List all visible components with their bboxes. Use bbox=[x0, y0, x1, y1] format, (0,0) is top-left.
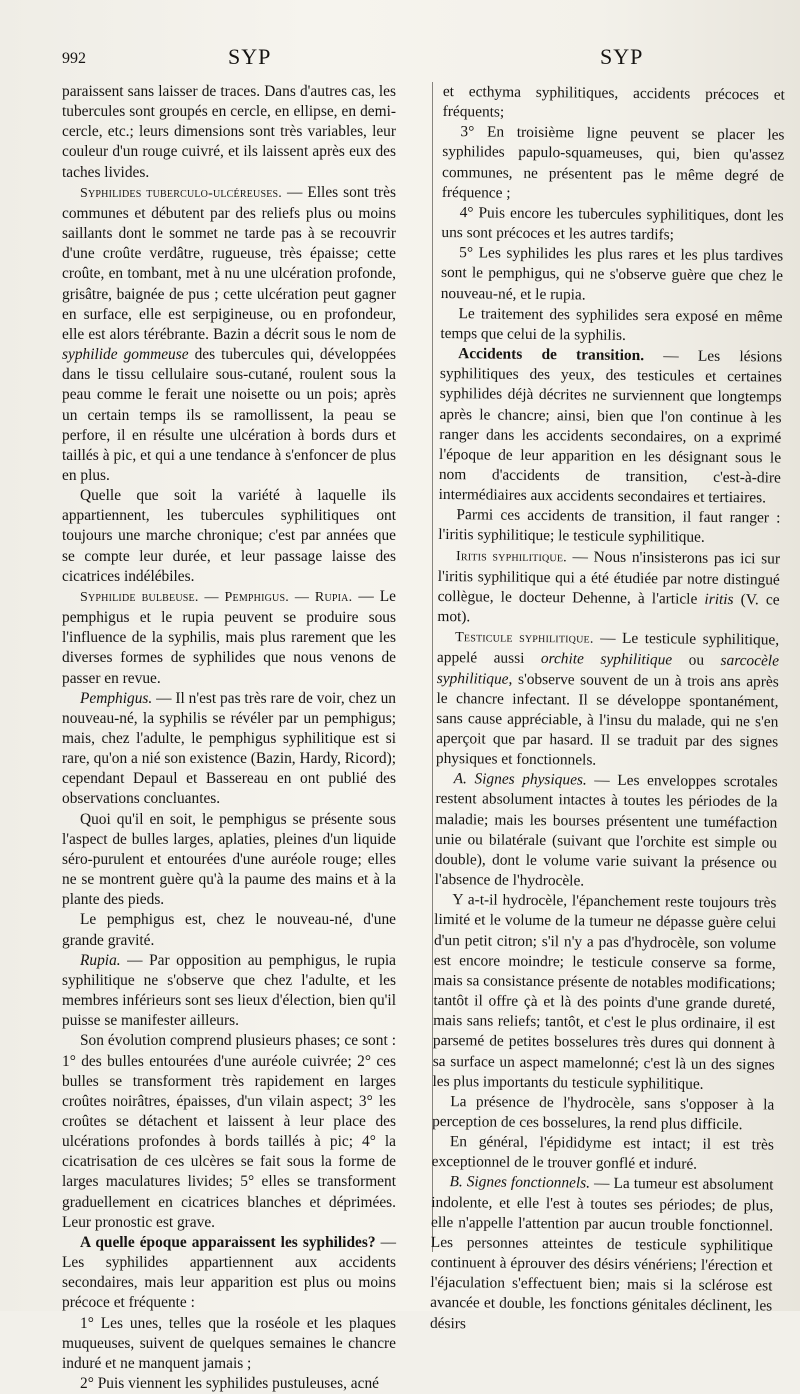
paragraph bbox=[430, 1172, 774, 1337]
paragraph bbox=[62, 689, 396, 810]
paragraph: Quoi qu'il en soit, le pemphigus se présente sous l'aspect de bulles larges, aplaties, pleines d'un liquide séro-purulent et entourées d'une auréole rouge; elles ne se montrent guère qu'à la paume des mains et à la plante des pieds. bbox=[62, 810, 396, 909]
term: sarcocèle syphilitique bbox=[436, 652, 780, 688]
paragraph: Le traitement des syphilides sera exposé en même temps que celui de la syphilis. bbox=[440, 304, 783, 344]
paragraph: 1° Les unes, telles que la roséole et les plaques muqueuses, suivent de quelques semaines le chancre induré et ne manquent jamais ; bbox=[62, 1314, 396, 1372]
running-head-right: SYP bbox=[600, 44, 644, 69]
section-heading: A quelle époque apparaissent les syphilides? bbox=[80, 1233, 376, 1251]
paragraph-text: — Le pemphigus et le rupia peuvent se produire sous l'influence de la syphilis, mais plus rarement que les diverses formes de syphilides que nous venons de passer en revue. bbox=[62, 587, 396, 687]
paragraph: Parmi ces accidents de transition, il faut ranger : l'iritis syphilitique; le testicule syphilitique. bbox=[438, 506, 781, 547]
subsection-heading: Pemphigus. bbox=[80, 689, 153, 707]
right-column bbox=[429, 82, 785, 1332]
section-heading: Syphilides tuberculo-ulcéreuses. bbox=[80, 185, 282, 201]
paragraph: Son évolution comprend plusieurs phases; ce sont : 1° des bulles entourées d'une auréole cuivrée; 2° ces bulles se transforment très rapidement en larges croûtes noirâtres, épaisses, d'un vilain aspect; 3° les croûtes se détachent et laissent à leur place des ulcérations profondes à bords taillés à pic; 4° la cicatrisation de ces ulcères se fait sous la forme de larges maculatures livides; 5° elles se transforment graduellement en cicatrices blanches et déprimées. Leur pronostic est grave. bbox=[62, 1032, 396, 1231]
paragraph-text: des tubercules qui, développées dans le tissu cellulaire sous-cutané, roulent sous la peau comme le ferait une noisette ou un pois; après un certain temps ils se ramollissent, la peau se perfore, il en résulte une ulcération à bords durs et taillés à pic, et qui a une tendance à s'enfoncer de plus en plus. bbox=[62, 346, 396, 484]
paragraph bbox=[439, 344, 783, 509]
paragraph bbox=[62, 587, 396, 689]
paragraph-text: — Les syphilides appartiennent aux accidents secondaires, mais leur apparition est plus ou moins précoce et fréquente : bbox=[62, 1233, 396, 1312]
paragraph-text: — Les enveloppes scrotales restent absolument intactes à toutes les périodes de la maladie; mais les bourses présentent une tuméfaction unie ou bilatérale (suivant que l'orchite est simple ou double), dont le volume varie suivant la présence ou l'absence de l'hydrocèle. bbox=[434, 771, 778, 890]
paragraph-text: — Le testicule syphilitique, appelé aussi bbox=[436, 629, 780, 668]
paragraph bbox=[435, 769, 778, 894]
subsection-heading: B. Signes fonctionnels. bbox=[449, 1173, 591, 1193]
paragraph-text: — La tumeur est absolument indolente, et elle l'est à toutes ses périodes; de plus, elle n'appelle l'attention par aucun trouble fonctionnel. Les personnes atteintes de testicule syphilitique continuent à éprouver des désirs vénériens; l'érection et l'éjaculation s'effectuent bien; mais si la sclérose est avancée et double, les fonctions génitales déclinent, les désirs bbox=[429, 1175, 774, 1332]
section-heading: Accidents de transition. bbox=[458, 345, 645, 365]
paragraph: 5° Les syphilides les plus rares et les plus tardives sont le pemphigus, qui ne s'observe guère que chez le nouveau-né, et le rupia. bbox=[440, 244, 784, 304]
paragraph-text: , s'observe souvent de un à trois ans après le chancre infectant. Il se développe spontanément, sans cause appréciable, à l'insu du malade, qui ne s'en aperçoit que par hasard. Il se traduit par des signes physiques et fonctionnels. bbox=[435, 670, 779, 769]
paragraph-text: ou bbox=[672, 651, 721, 670]
paragraph: Quelle que soit la variété à laquelle ils appartiennent, les tubercules syphilitiques ont toujours une marche chronique; c'est par années que se compte leur durée, et leur passage laisse des cicatrices indélébiles. bbox=[62, 487, 396, 585]
paragraph-text: — Par opposition au pemphigus, le rupia syphilitique ne s'observe que chez l'adulte, et les membres inférieurs sont ses lieux d'élection, bien qu'il puisse se manifester ailleurs. bbox=[62, 951, 396, 1030]
paragraph-text: — Il n'est pas très rare de voir, chez un nouveau-né, la syphilis se révéler par un pemphigus; mais, chez l'adulte, le pemphigus syphilitique est si rare, qu'on a nié son existence (Bazin, Hardy, Ricord); cependant Depaul et Bassereau en ont publié des observations concluantes. bbox=[62, 689, 396, 808]
paragraph: La présence de l'hydrocèle, sans s'opposer à la perception de ces bosselures, la rend plus difficile. bbox=[432, 1092, 775, 1134]
term: orchite syphilitique bbox=[540, 650, 673, 669]
paragraph: 3° En troisième ligne peuvent se placer les syphilides papulo-squameuses, qui, bien qu'assez communes, ne présentent pas le même degré de fréquence ; bbox=[441, 123, 785, 202]
section-heading: Iritis syphilitique. bbox=[455, 548, 567, 565]
paragraph-text: (V. ce mot). bbox=[437, 590, 780, 626]
paragraph bbox=[437, 546, 780, 631]
section-heading: Testicule syphilitique. bbox=[455, 630, 594, 647]
paragraph-text: — Les lésions syphilitiques des yeux, des testicules et certaines syphilides déjà décrites ne surviennent que longtemps après le chancre; ainsi, bien que l'on continue à les ranger dans les accidents secondaires, on a exprimé l'époque de leur apparition en les désignant sous le nom d'accidents de transition, c'est-à-dire intermédiaires aux accidents secondaires et tertiaires. bbox=[438, 347, 783, 507]
term: iritis bbox=[704, 590, 734, 608]
paragraph-text: — Elles sont très communes et débutent par des reliefs plus ou moins saillants dont le sommet ne tarde pas à se recouvrir d'une croûte verdâtre, rugueuse, très épaisse; cette croûte, en tombant, met à nu une ulcération profonde, grisâtre, baignée de pus ; cette ulcération peut gagner en surface, elle est serpigineuse, ou en profondeur, elle est alors térébrante. Bazin a décrit sous le nom de bbox=[62, 183, 396, 343]
paragraph-text: — Nous n'insisterons pas ici sur l'iritis syphilitique qui a été étudiée par notre distingué collègue, le docteur Dehenne, à l'article bbox=[437, 547, 781, 608]
paragraph: 4° Puis encore les tubercules syphilitiques, dont les uns sont précoces et les autres tardifs; bbox=[441, 204, 784, 244]
subsection-heading: Rupia. bbox=[80, 951, 121, 969]
paragraph: En général, l'épididyme est intact; il est très exceptionnel de le trouver gonflé et induré. bbox=[431, 1133, 774, 1174]
left-column bbox=[62, 82, 396, 1392]
section-heading: Syphilide bulbeuse. — Pemphigus. — Rupia. bbox=[80, 589, 353, 605]
paragraph: paraissent sans laisser de traces. Dans d'autres cas, les tubercules sont groupés en cercle, en ellipse, en demi-cercle, etc.; leurs dimensions sont très variables, leur couleur d'un rouge cuivré, et ils laissent après eux des taches livides. bbox=[62, 83, 396, 181]
paragraph bbox=[62, 183, 396, 486]
running-head-left: SYP bbox=[228, 44, 272, 69]
paragraph bbox=[62, 1233, 396, 1314]
term: syphilide gommeuse bbox=[62, 346, 189, 364]
subsection-heading: A. Signes physiques. bbox=[453, 770, 587, 789]
paragraph bbox=[436, 627, 779, 773]
paragraph: et ecthyma syphilitiques, accidents précoces et fréquents; bbox=[442, 82, 785, 121]
paragraph: Le pemphigus est, chez le nouveau-né, d'une grande gravité. bbox=[62, 911, 396, 949]
page-number: 992 bbox=[62, 50, 86, 67]
paragraph bbox=[62, 951, 396, 1032]
paragraph: Y a-t-il hydrocèle, l'épanchement reste toujours très limité et le volume de la tumeur ne dépasse guère celui d'un petit citron; s'il n'y a pas d'hydrocèle, son volume est encore moindre; le testicule conserve sa forme, mais sa consistance présente de notables modifications; tantôt il offre çà et là des points d'une grande dureté, mais sans reliefs; tantôt, et c'est le plus ordinaire, il est parsemé de petites bosselures très dures qui donnent à sa surface un aspect mamelonné; c'est là un des signes les plus importants du testicule syphilitique. bbox=[432, 891, 777, 1093]
paragraph: 2° Puis viennent les syphilides pustuleuses, acné bbox=[80, 1375, 379, 1392]
